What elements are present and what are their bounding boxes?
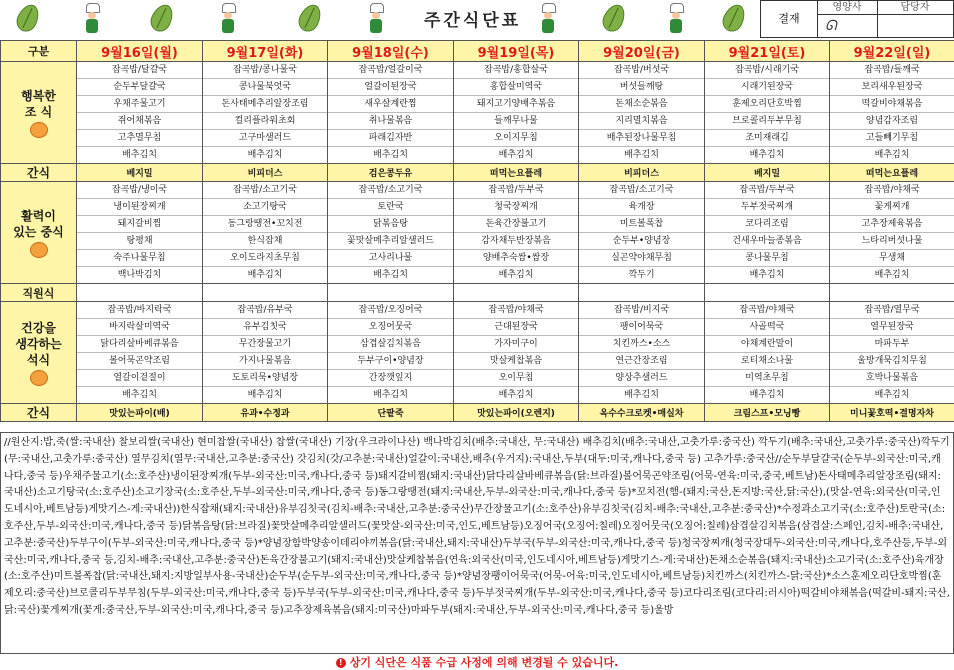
menu-item: 양배추숙쌈•쌈장 <box>454 250 578 267</box>
menu-item: 시래기된장국 <box>705 79 829 96</box>
menu-item: 훈제오리단호박찜 <box>705 96 829 113</box>
menu-item: 잡곡밥/야채국 <box>705 302 829 319</box>
staff-cell <box>454 284 579 302</box>
snack-cell: 크림스프•모닝빵 <box>705 404 830 422</box>
page-title: 주간식단표 <box>424 6 521 31</box>
page-header <box>0 0 954 40</box>
menu-item: 유부김칫국 <box>203 319 327 336</box>
meal-section-label-text: 행복한 조 식 <box>21 89 56 119</box>
menu-item: 도토리묵•양념장 <box>203 370 327 387</box>
menu-item: 배추김치 <box>579 147 704 163</box>
breakfast-row <box>1 62 954 164</box>
menu-item: 브로콜리두부무침 <box>705 113 829 130</box>
menu-item: 순두부•양념장 <box>579 233 704 250</box>
menu-cell <box>830 62 954 164</box>
menu-item: 잡곡밥/소고기국 <box>328 182 453 199</box>
menu-item: 취나물볶음 <box>328 113 453 130</box>
menu-item: 잡곡밥/들깨국 <box>830 62 954 79</box>
menu-item: 고추장제육볶음 <box>830 216 954 233</box>
food-icon <box>30 122 48 138</box>
staff-cell <box>830 284 954 302</box>
menu-item: 코다리조림 <box>705 216 829 233</box>
menu-cell <box>328 302 454 404</box>
staff-meal-row <box>1 284 954 302</box>
menu-item: 배추김치 <box>328 387 453 403</box>
menu-cell <box>328 62 454 164</box>
menu-cell <box>705 62 830 164</box>
menu-item: 잡곡밥/유부국 <box>203 302 327 319</box>
chef-icon <box>668 3 684 35</box>
menu-item: 잡곡밥/소고기국 <box>203 182 327 199</box>
approval-dietitian <box>817 1 878 37</box>
menu-item: 배추김치 <box>203 387 327 403</box>
menu-item: 맛살케찹볶음 <box>454 353 578 370</box>
menu-item: 고사리나물 <box>328 250 453 267</box>
menu-item: 잡곡밥/야채국 <box>454 302 578 319</box>
chef-icon <box>220 3 236 35</box>
menu-item: 감자채두반장볶음 <box>454 233 578 250</box>
dinner-row <box>1 302 954 404</box>
menu-cell <box>454 62 579 164</box>
lettuce-icon <box>719 1 749 35</box>
menu-item: 잡곡밥/얼갈이국 <box>328 62 453 79</box>
lettuce-icon <box>295 1 325 35</box>
staff-meal-label: 직원식 <box>1 284 77 302</box>
menu-item: 돈사태메추리알장조림 <box>203 96 327 113</box>
menu-item: 열갈이겉절이 <box>77 370 202 387</box>
menu-item: 꽃게찌개 <box>830 199 954 216</box>
snack-cell: 비피더스 <box>203 164 328 182</box>
menu-item: 컬리플라워초회 <box>203 113 327 130</box>
menu-item: 닭볶음탕 <box>328 216 453 233</box>
menu-cell <box>579 302 705 404</box>
menu-item: 마파두부 <box>830 336 954 353</box>
menu-cell <box>579 182 705 284</box>
menu-item: 로티채소나물 <box>705 353 829 370</box>
menu-cell <box>203 182 328 284</box>
approval-dietitian-label: 영양사 <box>817 1 877 15</box>
menu-item: 건새우마늘종볶음 <box>705 233 829 250</box>
menu-item: 배추김치 <box>328 267 453 283</box>
menu-item: 미트볼폭찹 <box>579 216 704 233</box>
warning-icon: ! <box>336 658 346 668</box>
lettuce-icon <box>599 1 629 35</box>
menu-item: 근대된장국 <box>454 319 578 336</box>
header-row <box>1 41 954 62</box>
menu-item: 냉이된장찌개 <box>77 199 202 216</box>
staff-cell <box>705 284 830 302</box>
menu-item: 고추멸무침 <box>77 130 202 147</box>
menu-item: 토란국 <box>328 199 453 216</box>
menu-item: 배추김치 <box>77 387 202 403</box>
snack-cell: 떠먹는요플레 <box>830 164 954 182</box>
evening-snack-row <box>1 404 954 422</box>
menu-item: 얼갈이된장국 <box>328 79 453 96</box>
approval-label: 결재 <box>761 1 818 37</box>
lettuce-icon <box>13 1 43 35</box>
meal-section-label <box>1 62 77 164</box>
menu-item: 실곤약야채무침 <box>579 250 704 267</box>
snack-label: 간식 <box>1 164 77 182</box>
menu-item: 잡곡밥/바지락국 <box>77 302 202 319</box>
menu-item: 콩나물북엇국 <box>203 79 327 96</box>
menu-item: 배추김치 <box>203 147 327 163</box>
menu-item: 볼어묵곤약조림 <box>77 353 202 370</box>
menu-cell <box>328 182 454 284</box>
menu-item: 한식잡채 <box>203 233 327 250</box>
menu-item: 배추김치 <box>705 387 829 403</box>
approval-box <box>760 0 954 38</box>
menu-cell <box>203 62 328 164</box>
menu-cell <box>830 182 954 284</box>
menu-item: 배추김치 <box>705 267 829 283</box>
weekly-menu-table <box>0 40 954 422</box>
menu-item: 잡곡밥/버섯국 <box>579 62 704 79</box>
menu-cell <box>203 302 328 404</box>
menu-item: 배추김치 <box>454 147 578 163</box>
menu-item: 쥐어채볶음 <box>77 113 202 130</box>
menu-item: 잡곡밥/열무국 <box>830 302 954 319</box>
snack-cell: 유과•수정과 <box>203 404 328 422</box>
menu-item: 두부구이•양념장 <box>328 353 453 370</box>
menu-item: 배추된장나물무침 <box>579 130 704 147</box>
menu-item: 사골떡국 <box>705 319 829 336</box>
menu-item: 우채주물고기 <box>77 96 202 113</box>
menu-item: 잡곡밥/오징어국 <box>328 302 453 319</box>
menu-item: 배추김치 <box>830 267 954 283</box>
meal-section-label <box>1 302 77 404</box>
menu-item: 잡곡밥/시래기국 <box>705 62 829 79</box>
menu-item: 오이무침 <box>454 370 578 387</box>
menu-item: 백나박김치 <box>77 267 202 283</box>
menu-item: 돼지갈비찜 <box>77 216 202 233</box>
menu-item: 양념감자조림 <box>830 113 954 130</box>
day-header: 9월16일(월) <box>77 41 203 62</box>
menu-cell <box>77 62 203 164</box>
menu-item: 버섯들깨탕 <box>579 79 704 96</box>
menu-item: 울방개묵김치무침 <box>830 353 954 370</box>
day-header: 9월20일(금) <box>579 41 705 62</box>
meal-section-label-text: 활력이 있는 중식 <box>13 209 64 239</box>
menu-item: 깍두기 <box>579 267 704 283</box>
menu-item: 고들빼기무침 <box>830 130 954 147</box>
menu-item: 청국장찌개 <box>454 199 578 216</box>
menu-item: 치킨까스•소스 <box>579 336 704 353</box>
snack-cell: 단팥죽 <box>328 404 454 422</box>
menu-item: 육개장 <box>579 199 704 216</box>
gubun-header: 구분 <box>1 41 77 62</box>
morning-snack-row <box>1 164 954 182</box>
approval-manager <box>877 1 953 37</box>
menu-item: 소고기탕국 <box>203 199 327 216</box>
menu-item: 가지나물볶음 <box>203 353 327 370</box>
menu-item: 잡곡밥/소고기국 <box>579 182 704 199</box>
snack-cell: 베지밀 <box>77 164 203 182</box>
menu-item: 가자미구이 <box>454 336 578 353</box>
menu-item: 콩나물무침 <box>705 250 829 267</box>
snack-cell: 베지밀 <box>705 164 830 182</box>
menu-item: 잡곡밥/달걀국 <box>77 62 202 79</box>
menu-cell <box>77 182 203 284</box>
menu-item: 배추김치 <box>579 387 704 403</box>
snack-cell: 비피더스 <box>579 164 705 182</box>
menu-item: 양상추샐러드 <box>579 370 704 387</box>
snack-cell: 옥수수크로켓•매실차 <box>579 404 705 422</box>
day-header: 9월19일(목) <box>454 41 579 62</box>
menu-item: 잡곡밥/콩나물국 <box>203 62 327 79</box>
menu-cell <box>830 302 954 404</box>
menu-item: 보리새우된장국 <box>830 79 954 96</box>
approval-manager-label: 담당자 <box>877 1 953 15</box>
meal-section-label <box>1 182 77 284</box>
menu-item: 배추김치 <box>454 267 578 283</box>
chef-icon <box>540 3 556 35</box>
menu-item: 배추김치 <box>203 267 327 283</box>
menu-item: 간장깻잎지 <box>328 370 453 387</box>
menu-cell <box>705 182 830 284</box>
menu-item: 잡곡밥/두부국 <box>705 182 829 199</box>
menu-item: 두부젓국찌개 <box>705 199 829 216</box>
food-icon <box>30 242 48 258</box>
chef-icon <box>84 3 100 35</box>
menu-cell <box>705 302 830 404</box>
staff-cell <box>203 284 328 302</box>
menu-item: 돈채소순볶음 <box>579 96 704 113</box>
day-header: 9월22일(일) <box>830 41 954 62</box>
menu-item: 연근간장조림 <box>579 353 704 370</box>
footer-notice <box>0 654 954 668</box>
snack-cell: 맛있는파이(배) <box>77 404 203 422</box>
signature: ᘏ <box>825 18 837 34</box>
menu-item: 배추김치 <box>328 147 453 163</box>
menu-item: 오이도라지초무침 <box>203 250 327 267</box>
menu-item: 지리멸치볶음 <box>579 113 704 130</box>
menu-item: 바지락살미역국 <box>77 319 202 336</box>
staff-cell <box>579 284 705 302</box>
menu-item: 잡곡밥/냉이국 <box>77 182 202 199</box>
menu-cell <box>454 302 579 404</box>
menu-item: 고구마샐러드 <box>203 130 327 147</box>
menu-item: 미역초무침 <box>705 370 829 387</box>
menu-item: 오이지무침 <box>454 130 578 147</box>
menu-item: 삼겹살김치볶음 <box>328 336 453 353</box>
menu-item: 무간장물고기 <box>203 336 327 353</box>
menu-item: 배추김치 <box>77 147 202 163</box>
snack-cell: 떠먹는요플레 <box>454 164 579 182</box>
meal-section-label-text: 건강을 생각하는 석식 <box>15 321 61 367</box>
snack-label: 간식 <box>1 404 77 422</box>
menu-item: 열무된장국 <box>830 319 954 336</box>
menu-item: 파래김자반 <box>328 130 453 147</box>
menu-item: 배추김치 <box>830 387 954 403</box>
menu-item: 배추김치 <box>705 147 829 163</box>
lunch-row <box>1 182 954 284</box>
menu-item: 호박나물볶음 <box>830 370 954 387</box>
food-icon <box>30 370 48 386</box>
lettuce-icon <box>147 1 177 35</box>
footer-notice-text: 상기 식단은 식품 수급 사정에 의해 변경될 수 있습니다. <box>350 656 619 669</box>
staff-cell <box>328 284 454 302</box>
menu-item: 꽃맛살메추리알샐러드 <box>328 233 453 250</box>
menu-item: 돼지고기양배추볶음 <box>454 96 578 113</box>
menu-item: 들깨무나물 <box>454 113 578 130</box>
menu-item: 돈육간장불고기 <box>454 216 578 233</box>
menu-item: 떡갈비야채볶음 <box>830 96 954 113</box>
menu-item: 홍합살미역국 <box>454 79 578 96</box>
snack-cell: 맛있는파이(오렌지) <box>454 404 579 422</box>
day-header: 9월21일(토) <box>705 41 830 62</box>
menu-item: 팽이어묵국 <box>579 319 704 336</box>
menu-item: 탕평채 <box>77 233 202 250</box>
chef-icon <box>368 3 384 35</box>
menu-item: 배추김치 <box>454 387 578 403</box>
menu-item: 잡곡밥/비지국 <box>579 302 704 319</box>
menu-item: 동그랑땡전•꼬치전 <box>203 216 327 233</box>
snack-cell: 미니꽃호떡•결명자차 <box>830 404 954 422</box>
menu-cell <box>454 182 579 284</box>
snack-cell: 검은콩두유 <box>328 164 454 182</box>
day-header: 9월17일(화) <box>203 41 328 62</box>
menu-item: 오징어뭇국 <box>328 319 453 336</box>
menu-cell <box>77 302 203 404</box>
menu-item: 닭다리살바베큐볶음 <box>77 336 202 353</box>
menu-item: 잡곡밥/두부국 <box>454 182 578 199</box>
menu-item: 숙주나물무침 <box>77 250 202 267</box>
menu-cell <box>579 62 705 164</box>
origin-notes: //원산지:밥,죽(쌀:국내산) 찰보리쌀(국내산) 현미찹쌀(국내산) 찹쌀(국내산) 기장(우크라이나산) 백나박김치(배추:국내산, 무:국내산) 배추김치(배추:국내산,고춧가루:중국산) 깍두기(배추:국내산,고춧가루:중국산)깍두기(무:국내산,고춧가루:중국산) 열무김치(열무:국내산,고추분:중국산) 갓김치(갓/고추분:국내산)얼갈이:국내산,배추(우거지):국내산,두부(대두:미국,캐나다,중국 등) 고추가루:중국산//순두부달걀국(순두부-외국산:미국,캐나다,중국 등)우채주물고기(소:호주산)냉이된장찌개(두부-외국산:미국,캐나다,중국 등)돼지갈비찜(돼지:국내산)닭다리살바베큐볶음(닭:브라질)볼어묵곤약조림(어묵-연육:미국,중국,베트남)돈사태메추리알장조림(돼지:국내산)소고기탕국(소:호주산)소고기장국(소:호주산,두부-외국산:미국,캐나다,중국 등)동그랑땡전(돼지:국내산,두부-외국산:미국,캐나다,중국 등)*꼬치전(햄-(돼지:국산,돈지방:국산,닭:국산),(맛살-연육:외국산(미국,인도네시아,베트남등)게맛기스-게:국내산))한식잡채(돼지:국내산)유부김칫국(김치-배추:국내산,고추분:중국산)무간장물고기(소:호주산)유부김칫국(김치-배추:국내산,고추분:중국산)*수정과소고기국(소:호주산)토란국(소:호주산,두부-외국산:미국,캐나다,중국 등)닭볶음탕(닭:브라질)꽃맛살메추리알샐러드(꽃맛살-외국산:미국,인도,베트남등)오징어국(오징어:칠레)오징어뭇국(오징어:칠레)삼겹살김치볶음(삼겹살:스페인,김치-배추:국내산,고추분:중국산)두부구이(두부-외국산:미국,캐나다,중국 등)*양념장함박양송이데리야끼볶음(닭:국내산,돼지:국내산)두부국(두부-외국산:미국,캐나다,중국 등)청국장찌개(청국장대두-외국산:미국,캐나다,호주산등,두부-외국산:미국,캐나다,중국 등,김치-배추:국내산,고추분:중국산)돈육간장불고기(돼지:국내산)맛살케찹볶음(연육:외국산(미국,인도네시아,베트남등)게맛기스-게:국내산)돈채소순볶음(돼지:국내산)소고기국(소:호주산)육개장(소:호주산)미트볼폭찹(닭:국내산,돼지:지방일부사용-국내산)순두부(순두부-외국산:미국,캐나다,중국 등)*양념장팽이어묵국(어묵-어육:미국,인도네시아,베트남등)치킨까스(치킨까스-닭:국산)*소스훈제오리단호박찜(훈제오리:중국산)브로콜리두부무침(두부-외국산:미국,캐나다,중국 등)두부국(두부-외국산:미국,캐나다,중국 등)두부젓국찌개(두부-외국산:미국,캐나다,중국 등)코다리조림(코다리:러시아)떡갈비야채볶음(떡갈비-돼지:국산,닭:국산)꽃게찌개(꽃게:중국산,두부-외국산:미국,캐나다,중국 등)고추장제육볶음(돼지:미국산)마파두부(돼지:국내산,두부-외국산:미국,캐나다,중국 등)울방 <box>0 432 954 654</box>
menu-item: 야채계란말이 <box>705 336 829 353</box>
menu-item: 새우살계란찜 <box>328 96 453 113</box>
menu-item: 잡곡밥/야채국 <box>830 182 954 199</box>
menu-item: 배추김치 <box>830 147 954 163</box>
menu-item: 조미재래김 <box>705 130 829 147</box>
day-header: 9월18일(수) <box>328 41 454 62</box>
menu-item: 순두부달걀국 <box>77 79 202 96</box>
staff-cell <box>77 284 203 302</box>
menu-item: 무생채 <box>830 250 954 267</box>
menu-item: 잡곡밥/홍합살국 <box>454 62 578 79</box>
menu-item: 느타리버섯나물 <box>830 233 954 250</box>
